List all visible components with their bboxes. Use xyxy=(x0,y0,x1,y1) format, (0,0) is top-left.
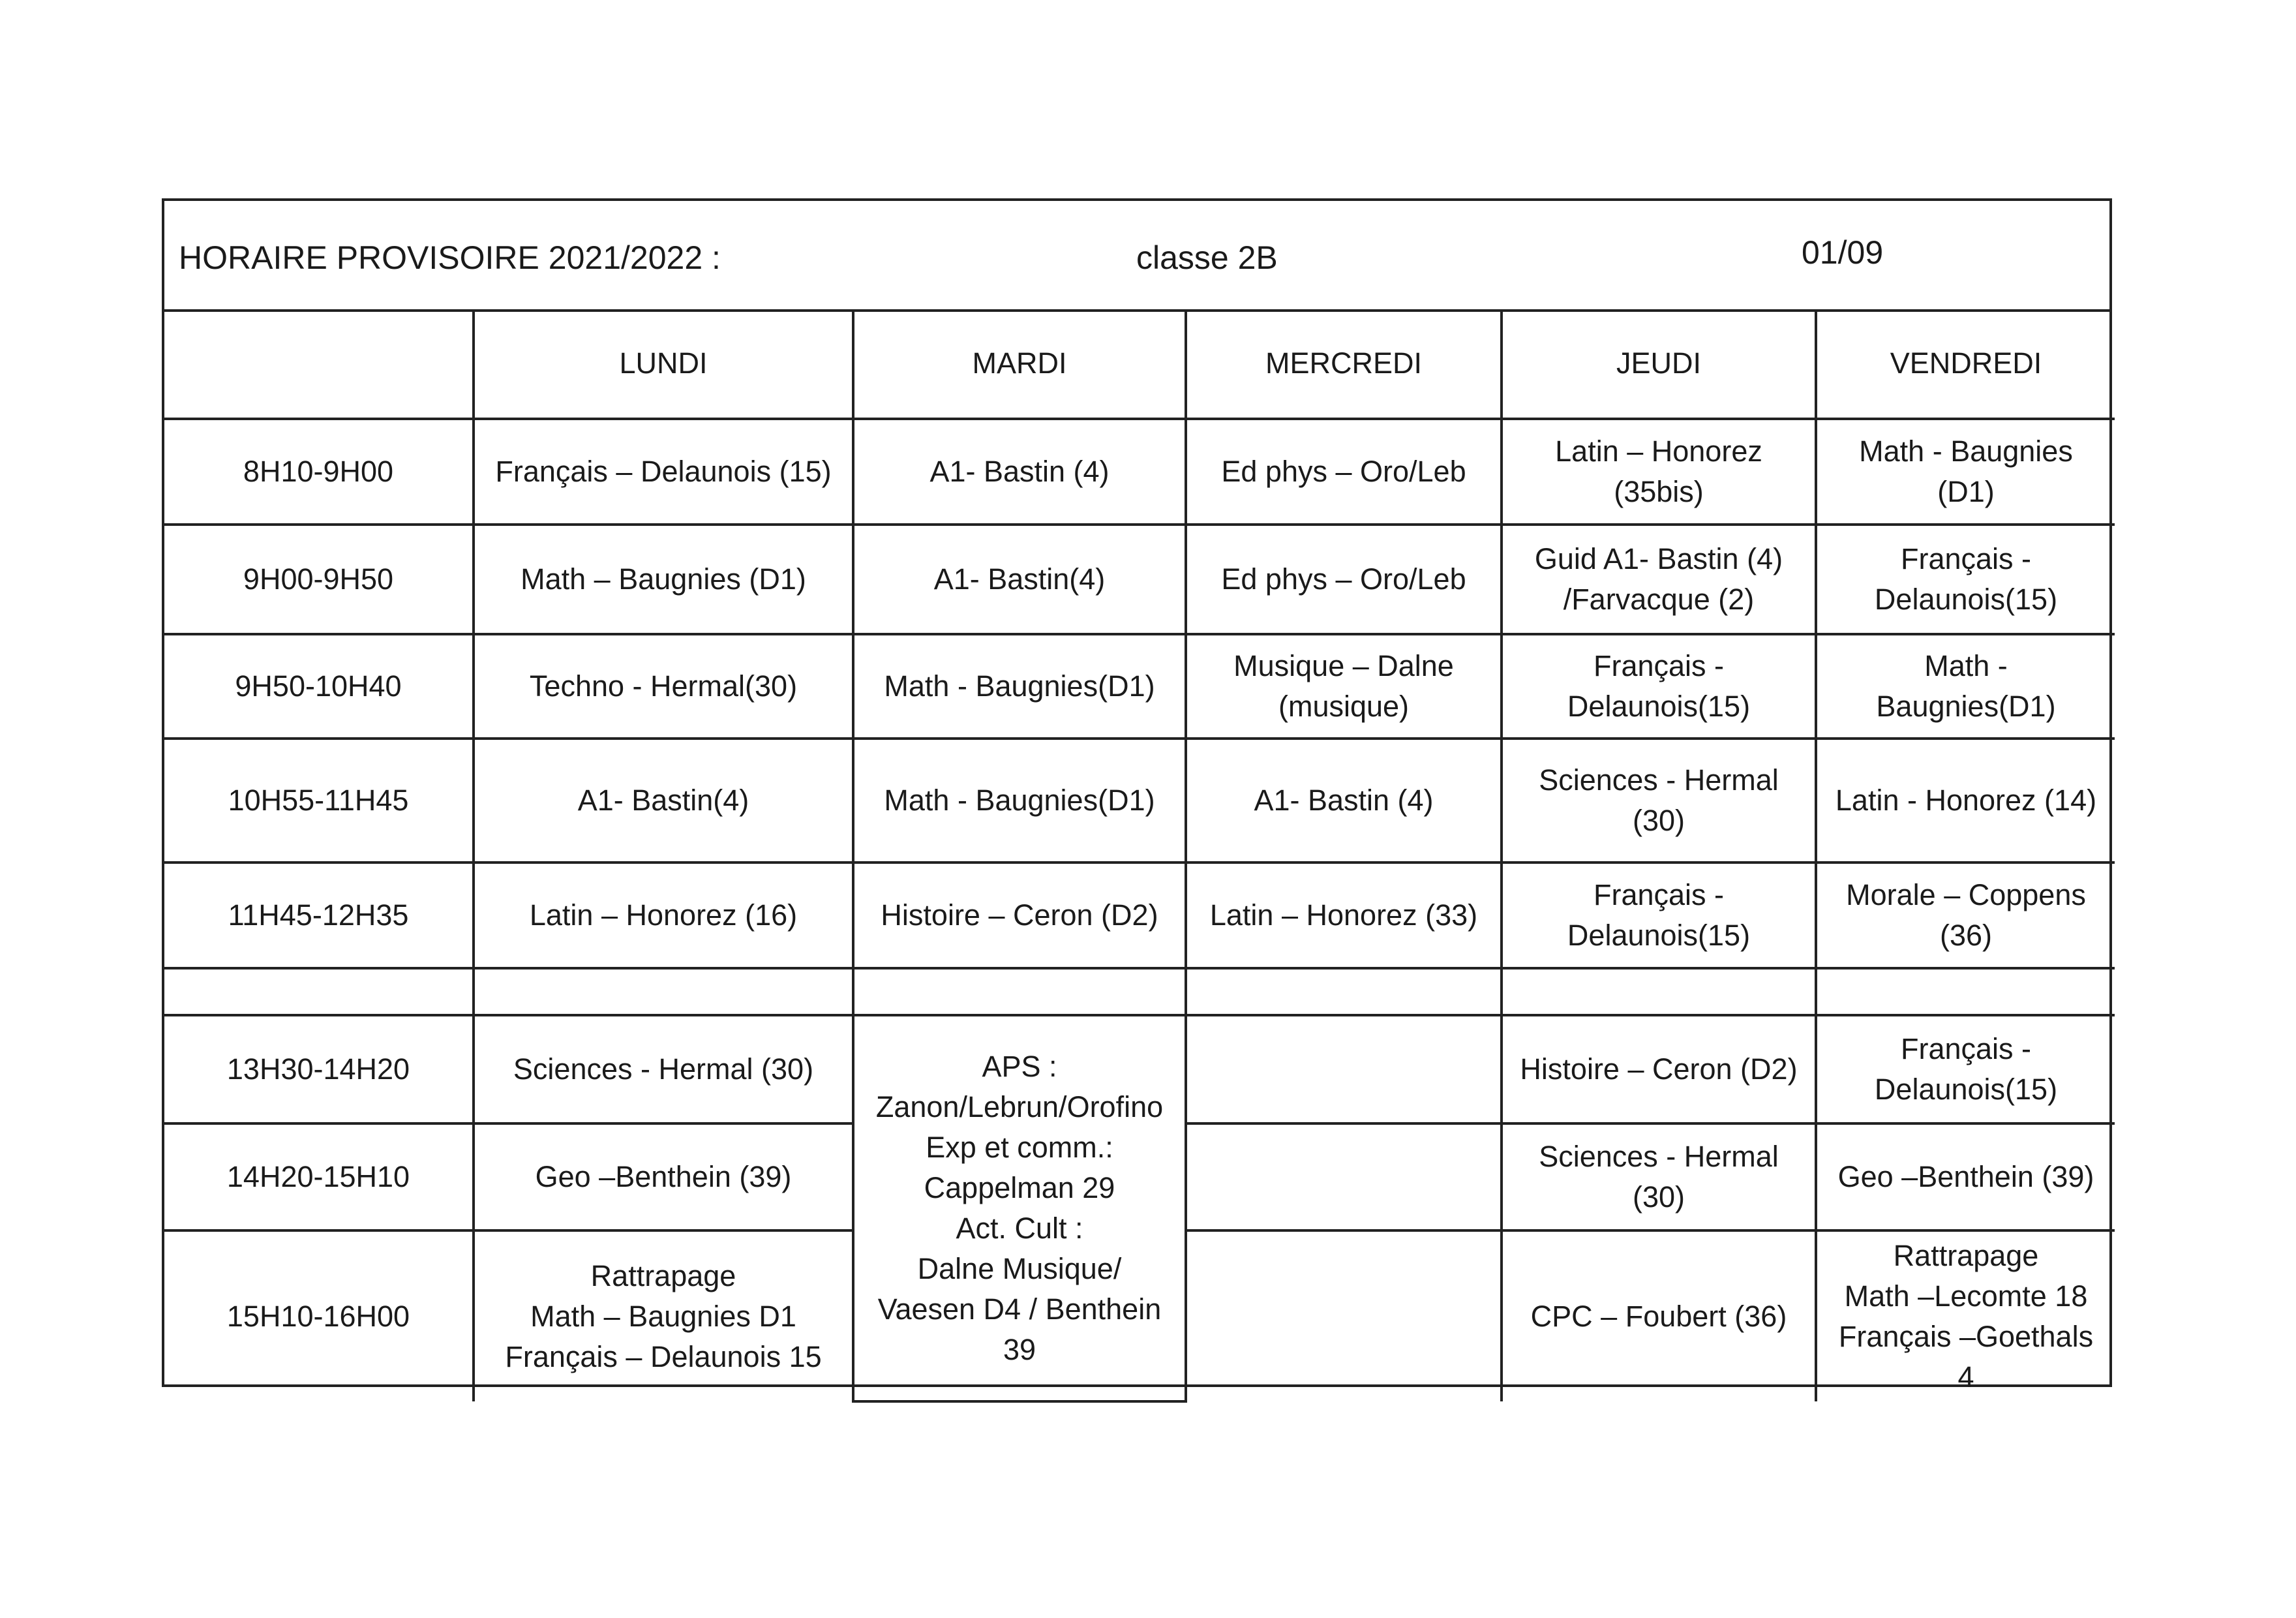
class-label: classe 2B xyxy=(1136,239,1278,276)
time-slot-label: 11H45-12H35 xyxy=(164,862,474,968)
course-cell-jeudi-line: Français - xyxy=(1593,649,1725,682)
course-cell-lundi-line: Techno - Hermal(30) xyxy=(529,669,798,703)
empty-cell xyxy=(1502,968,1816,1015)
course-cell-mercredi-line: Ed phys – Oro/Leb xyxy=(1221,455,1466,488)
course-cell-mercredi xyxy=(1186,1230,1502,1401)
course-cell-vendredi xyxy=(1816,525,2115,634)
course-cell-jeudi-line: Latin – Honorez xyxy=(1555,435,1762,468)
course-cell-mercredi xyxy=(1186,525,1502,634)
mardi-afternoon-activities-line: Cappelman 29 xyxy=(924,1171,1115,1204)
course-cell-mercredi xyxy=(1186,739,1502,862)
course-cell-vendredi-line: Français - xyxy=(1900,1032,2032,1065)
course-cell-mardi-line: Histoire – Ceron (D2) xyxy=(881,898,1158,932)
course-cell-mercredi-line: (musique) xyxy=(1278,690,1410,723)
schedule-table xyxy=(164,309,2115,1403)
course-cell-lundi-line: Latin – Honorez (16) xyxy=(529,898,798,932)
course-cell-mardi xyxy=(853,739,1186,862)
day-header-jeudi: JEUDI xyxy=(1502,309,1816,419)
course-cell-jeudi-line: CPC – Foubert (36) xyxy=(1530,1300,1787,1333)
course-cell-mercredi xyxy=(1186,419,1502,525)
course-cell-mardi xyxy=(853,419,1186,525)
course-cell-mercredi xyxy=(1186,1015,1502,1123)
course-cell-mercredi xyxy=(1186,634,1502,739)
course-cell-jeudi-line: (30) xyxy=(1632,804,1685,837)
day-header-vendredi: VENDREDI xyxy=(1816,309,2115,419)
course-cell-lundi xyxy=(474,862,853,968)
course-cell-jeudi-line: Delaunois(15) xyxy=(1567,919,1751,952)
empty-cell xyxy=(164,968,474,1015)
course-cell-mercredi-line: A1- Bastin (4) xyxy=(1254,784,1434,817)
course-cell-vendredi-line: Rattrapage xyxy=(1893,1239,2039,1272)
course-cell-jeudi xyxy=(1502,1015,1816,1123)
timetable-sheet xyxy=(162,198,2112,1394)
time-slot-label: 9H50-10H40 xyxy=(164,634,474,739)
course-cell-jeudi-line: Delaunois(15) xyxy=(1567,690,1751,723)
timetable-title: HORAIRE PROVISOIRE 2021/2022 : xyxy=(179,239,721,276)
course-cell-jeudi xyxy=(1502,634,1816,739)
empty-cell xyxy=(474,968,853,1015)
day-header-mercredi: MERCREDI xyxy=(1186,309,1502,419)
mardi-afternoon-activities-line: 39 xyxy=(1003,1333,1036,1366)
course-cell-vendredi xyxy=(1816,634,2115,739)
course-cell-vendredi xyxy=(1816,739,2115,862)
mardi-afternoon-activities-line: Vaesen D4 / Benthein xyxy=(877,1292,1162,1326)
mardi-afternoon-activities-line: Act. Cult : xyxy=(956,1212,1083,1245)
course-cell-jeudi-line: Français - xyxy=(1593,878,1725,911)
course-cell-jeudi xyxy=(1502,862,1816,968)
course-cell-lundi xyxy=(474,1230,853,1401)
course-cell-vendredi-line: 4 xyxy=(1957,1360,1974,1394)
time-slot-row xyxy=(164,525,2115,634)
course-cell-vendredi xyxy=(1816,862,2115,968)
course-cell-mercredi xyxy=(1186,862,1502,968)
time-slot-label: 15H10-16H00 xyxy=(164,1230,474,1401)
course-cell-lundi-line: Français – Delaunois 15 xyxy=(505,1340,822,1373)
mardi-afternoon-activities-line: Dalne Musique/ xyxy=(917,1252,1122,1285)
course-cell-mercredi-line: Ed phys – Oro/Leb xyxy=(1221,562,1466,596)
mardi-afternoon-activities-line: APS : xyxy=(982,1050,1057,1083)
course-cell-jeudi xyxy=(1502,419,1816,525)
course-cell-mardi-line: Math - Baugnies(D1) xyxy=(884,784,1155,817)
course-cell-lundi xyxy=(474,739,853,862)
time-slot-row xyxy=(164,419,2115,525)
course-cell-vendredi-line: Delaunois(15) xyxy=(1874,583,2058,616)
course-cell-jeudi xyxy=(1502,739,1816,862)
course-cell-vendredi xyxy=(1816,1015,2115,1123)
course-cell-mardi-line: Math - Baugnies(D1) xyxy=(884,669,1155,703)
course-cell-vendredi-line: Baugnies(D1) xyxy=(1876,690,2056,723)
course-cell-mardi xyxy=(853,525,1186,634)
course-cell-vendredi-line: Français - xyxy=(1900,542,2032,575)
time-slot-label: 9H00-9H50 xyxy=(164,525,474,634)
time-slot-label: 14H20-15H10 xyxy=(164,1123,474,1230)
course-cell-vendredi-line: (D1) xyxy=(1937,475,1995,508)
course-cell-vendredi-line: Geo –Benthein (39) xyxy=(1837,1160,2094,1193)
course-cell-jeudi xyxy=(1502,1123,1816,1230)
date-label: 01/09 xyxy=(1802,234,1884,271)
time-slot-label: 10H55-11H45 xyxy=(164,739,474,862)
time-slot-label: 8H10-9H00 xyxy=(164,419,474,525)
course-cell-jeudi-line: (35bis) xyxy=(1614,475,1704,508)
course-cell-mercredi xyxy=(1186,1123,1502,1230)
corner-cell xyxy=(164,309,474,419)
course-cell-vendredi-line: Math - Baugnies xyxy=(1859,435,2073,468)
course-cell-lundi-line: Sciences - Hermal (30) xyxy=(513,1052,814,1086)
empty-cell xyxy=(1816,968,2115,1015)
course-cell-mardi xyxy=(853,862,1186,968)
mardi-afternoon-activities xyxy=(853,1015,1186,1401)
day-header-lundi: LUNDI xyxy=(474,309,853,419)
course-cell-vendredi-line: (36) xyxy=(1939,919,1993,952)
course-cell-lundi-line: Geo –Benthein (39) xyxy=(535,1160,792,1193)
timetable-header xyxy=(164,201,2109,312)
empty-cell xyxy=(1186,968,1502,1015)
day-header-row xyxy=(164,309,2115,419)
course-cell-jeudi xyxy=(1502,1230,1816,1401)
course-cell-lundi-line: Math – Baugnies D1 xyxy=(530,1300,796,1333)
empty-cell xyxy=(853,968,1186,1015)
time-slot-row xyxy=(164,1015,2115,1123)
course-cell-lundi-line: Rattrapage xyxy=(590,1259,736,1292)
course-cell-mardi-line: A1- Bastin(4) xyxy=(933,562,1106,596)
course-cell-lundi-line: Math – Baugnies (D1) xyxy=(521,562,806,596)
course-cell-mardi-line: A1- Bastin (4) xyxy=(929,455,1110,488)
course-cell-jeudi-line: /Farvacque (2) xyxy=(1563,583,1755,616)
course-cell-lundi xyxy=(474,634,853,739)
course-cell-lundi xyxy=(474,1123,853,1230)
course-cell-vendredi xyxy=(1816,1230,2115,1401)
time-slot-row xyxy=(164,862,2115,968)
time-slot-label: 13H30-14H20 xyxy=(164,1015,474,1123)
course-cell-vendredi xyxy=(1816,419,2115,525)
course-cell-lundi xyxy=(474,419,853,525)
course-cell-vendredi-line: Français –Goethals xyxy=(1838,1320,2094,1353)
day-header-mardi: MARDI xyxy=(853,309,1186,419)
time-slot-row xyxy=(164,634,2115,739)
course-cell-vendredi-line: Math - xyxy=(1924,649,2008,682)
course-cell-mercredi-line: Musique – Dalne xyxy=(1233,649,1454,682)
course-cell-mardi xyxy=(853,634,1186,739)
lunch-break-row xyxy=(164,968,2115,1015)
course-cell-vendredi-line: Morale – Coppens xyxy=(1846,878,2086,911)
course-cell-vendredi-line: Math –Lecomte 18 xyxy=(1844,1279,2088,1313)
course-cell-lundi-line: Français – Delaunois (15) xyxy=(495,455,832,488)
mardi-afternoon-activities-line: Zanon/Lebrun/Orofino xyxy=(875,1090,1164,1123)
course-cell-lundi xyxy=(474,525,853,634)
course-cell-lundi-line: A1- Bastin(4) xyxy=(577,784,749,817)
course-cell-jeudi-line: Sciences - Hermal xyxy=(1539,763,1779,797)
course-cell-mercredi-line: Latin – Honorez (33) xyxy=(1209,898,1478,932)
course-cell-jeudi xyxy=(1502,525,1816,634)
time-slot-row xyxy=(164,739,2115,862)
course-cell-jeudi-line: Guid A1- Bastin (4) xyxy=(1534,542,1783,575)
course-cell-lundi xyxy=(474,1015,853,1123)
course-cell-jeudi-line: Sciences - Hermal xyxy=(1539,1140,1779,1173)
course-cell-vendredi-line: Delaunois(15) xyxy=(1874,1073,2058,1106)
course-cell-jeudi-line: Histoire – Ceron (D2) xyxy=(1520,1052,1798,1086)
course-cell-vendredi-line: Latin - Honorez (14) xyxy=(1835,784,2097,817)
course-cell-jeudi-line: (30) xyxy=(1632,1180,1685,1214)
mardi-afternoon-activities-line: Exp et comm.: xyxy=(926,1131,1113,1164)
course-cell-vendredi xyxy=(1816,1123,2115,1230)
